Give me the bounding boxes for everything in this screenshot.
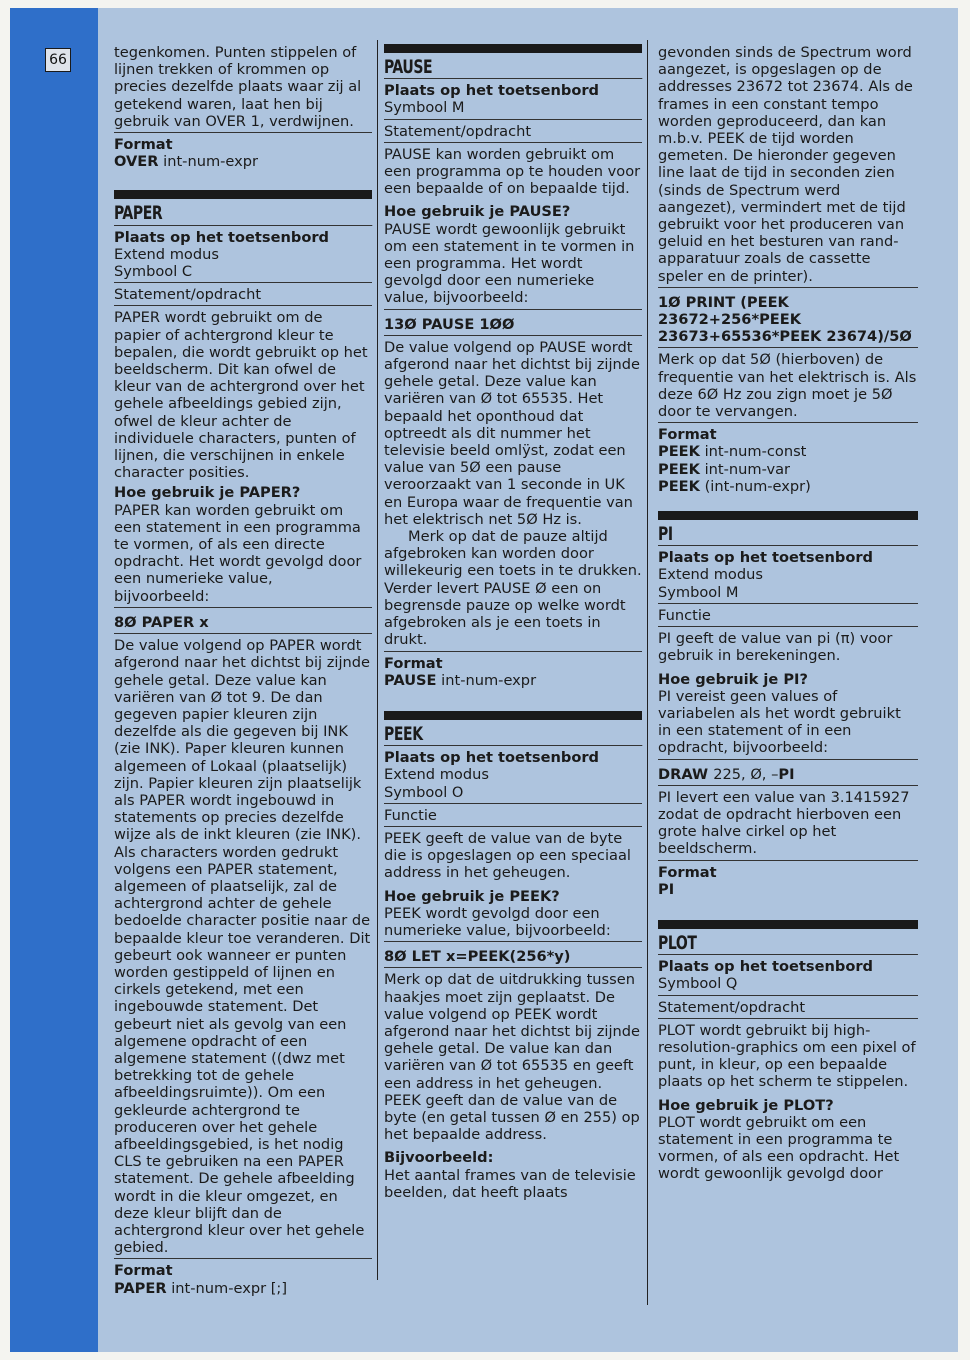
blue-margin bbox=[10, 8, 98, 1352]
peek-format-line bbox=[658, 443, 918, 460]
pi-keyboard-label: Plaats op het toetsenbord bbox=[658, 549, 874, 567]
paper-format bbox=[114, 1280, 372, 1297]
pi-description: PI geeft de value van pi (π) voor gebruik in berekeningen. bbox=[658, 630, 893, 665]
column-2 bbox=[384, 44, 642, 1201]
peek-format-arg: int-num-const bbox=[704, 443, 807, 461]
peek-format-line bbox=[658, 478, 918, 495]
peek-how-text: PEEK wordt gevolgd door een numerieke value, bijvoorbeeld: bbox=[384, 905, 642, 942]
peek-example-label: Bijvoorbeeld: bbox=[384, 1149, 494, 1167]
over-format-keyword: OVER bbox=[114, 153, 159, 171]
pause-format bbox=[384, 672, 642, 689]
pi-keyboard-line: Symbool M bbox=[658, 584, 918, 604]
plot-description: PLOT wordt gebruikt bij high-resolution-graphics om een pixel of punt, in kleur, op een bepaalde plaats op het scherm te stippelen. bbox=[658, 1021, 916, 1091]
peek-example-code: 8Ø LET x=PEEK(256*y) bbox=[384, 945, 642, 968]
peek-format-line bbox=[658, 461, 918, 478]
pause-keyboard-label: Plaats op het toetsenbord bbox=[384, 82, 600, 100]
pi-how-text: PI vereist geen values of variabelen als het wordt gebruikt in een statement of in een opdracht, bijvoorbeeld: bbox=[658, 688, 918, 760]
column-1 bbox=[114, 44, 372, 1297]
peek-heading: PEEK bbox=[384, 726, 642, 746]
pause-body: De value volgend op PAUSE wordt afgerond naar het dichtst bij zijnde gehele getal. Deze value kan variëren van Ø tot 65535. Het bepaald het oponthoud dat optreedt als dit nummer het televisie beeld omlÿst, zodat een value van 5Ø een pause veroorzaakt van 1 seconde in UK en Europa waar de frequentie van het elektrisch net 5Ø Hz is. bbox=[384, 338, 640, 528]
peek-note: Merk op dat 5Ø (hierboven) de frequentie van het elektrisch is. Als deze 6Ø Hz zou zign moet je 5Ø door te vervangen. bbox=[658, 351, 918, 423]
peek-format-arg: (int-num-expr) bbox=[704, 477, 811, 495]
pause-format-arg: int-num-expr bbox=[441, 671, 537, 689]
plot-how-text: PLOT wordt gebruikt om een statement in een programma te vormen, of als een opdracht. Het wordt gewoonlijk gevolgd door bbox=[658, 1113, 900, 1183]
peek-format-keyword: PEEK bbox=[658, 477, 700, 495]
pi-keyboard-line: Extend modus bbox=[658, 566, 763, 584]
peek-type: Functie bbox=[384, 807, 642, 827]
pause-description: PAUSE kan worden gebruikt om een programma op te houden voor een bepaalde of on bepaalde tijd. bbox=[384, 145, 641, 198]
paper-how-label: Hoe gebruik je PAPER? bbox=[114, 484, 301, 502]
plot-keyboard-line: Symbool Q bbox=[658, 975, 918, 995]
section-bar bbox=[658, 511, 918, 520]
pi-example-keyword: DRAW bbox=[658, 765, 709, 783]
over-continuation: tegenkomen. Punten stippelen of lijnen trekken of krommen op precies dezelfde plaats waar zij al getekend waren, laat hen bij gebruik van OVER 1, verdwijnen. bbox=[114, 44, 372, 133]
pause-how-label: Hoe gebruik je PAUSE? bbox=[384, 203, 571, 221]
peek-how-label: Hoe gebruik je PEEK? bbox=[384, 887, 560, 905]
paper-description: PAPER wordt gebruikt om de papier of achtergrond kleur te bepalen, die wordt gebruikt op het beeldscherm. Dit kan ofwel de kleur van de achtergrond over het gehele afbeeldings gebied zijn, ofwel de kleur achter de individuele characters, punten of lijnen, die verschijnen in enkele character posities. bbox=[114, 309, 368, 482]
peek-example-text: Het aantal frames van de televisie beelden, dat heeft plaats bbox=[384, 1166, 636, 1201]
pi-how-label: Hoe gebruik je PI? bbox=[658, 670, 808, 688]
paper-body: De value volgend op PAPER wordt afgerond naar het dichtst bij zijnde gehele getal. Deze value kan variëren van Ø tot 9. De dan gegeven papier kleuren zijn dezelfde als die gegeven bij INK (zie INK). Paper kleuren kunnen algemeen of Lokaal (plaatselijk) zijn. Papier kleuren zijn plaatselijk als PAPER wordt ingebouwd in statements op precies dezelfde wijze als de inkt kleuren (zie INK). Als characters worden gedrukt volgens een PAPER statement, algemeen of plaatselijk, zal de achtergrond achter de gehele bedoelde character positie naar de bepaalde kleur toe veranderen. Dit gebeurt ook wanneer er punten worden gestippeld of lijnen en cirkels getekend, met een ingebouwde statement. Det gebeurt niet als gevolg van een algemene opdracht of een algemene statement ((dwz met betrekking tot de gehele afbeeldingsruimte)). Om een gekleurde achtergrond te produceren over het gehele afbeeldingsgebied, is het nodig CLS te gebruiken na een PAPER statement. De gehele afbeelding wordt in die kleur omgezet, en deze kleur blijft dan de achtergrond kleur over het gehele gebied. bbox=[114, 637, 372, 1259]
peek-keyboard-line: Symbool O bbox=[384, 784, 642, 804]
pause-example-code: 13Ø PAUSE 1ØØ bbox=[384, 313, 642, 336]
peek-format-arg: int-num-var bbox=[704, 460, 791, 478]
pi-type: Functie bbox=[658, 607, 918, 627]
pi-example-args: 225, Ø, – bbox=[713, 765, 779, 783]
paper-heading: PAPER bbox=[114, 205, 372, 225]
peek-body: Merk op dat de uitdrukking tussen haakjes moet zijn geplaatst. De value volgend op PEEK wordt afgerond naar het dichtst bij zijnde gehele getal. De value kan dan variëren van Ø tot 65535 en geeft een address in het geheugen. PEEK geeft dan de value van de byte (en getal tussen Ø en 255) op het bepaalde address. bbox=[384, 971, 640, 1144]
plot-heading: PLOT bbox=[658, 935, 918, 955]
pi-example-code bbox=[658, 763, 918, 786]
plot-type: Statement/opdracht bbox=[658, 999, 918, 1019]
pi-heading: PI bbox=[658, 526, 918, 546]
section-bar bbox=[658, 920, 918, 929]
content-area bbox=[98, 8, 958, 1352]
peek-continuation: gevonden sinds de Spectrum word aangezet, is opgeslagen op de addresses 23672 tot 23674. Als de frames in een constant tempo worden geproduceerd, dan kan m.b.v. PEEK de tijd worden gemeten. De hieronder gegeven line laat de tijd in seconden zien (sinds de Spectrum werd aangezet), vermindert met de tijd gebruikt voor het produceren van geluid en het besturen van rand-apparatuur zoals de cassette speler en de printer). bbox=[658, 44, 918, 288]
pause-body-note: Merk op dat de pauze altijd afgebroken kan worden door willekeurig een toets in te drukken. Verder levert PAUSE Ø een on begrensde pauze op welke wordt afgebroken als je een toets in drukt. bbox=[384, 528, 642, 651]
peek-format-label: Format bbox=[658, 426, 717, 444]
peek-format-keyword: PEEK bbox=[658, 443, 700, 461]
over-format-arg: int-num-expr bbox=[163, 153, 259, 171]
pause-keyboard-line: Symbool M bbox=[384, 99, 642, 119]
plot-how-label: Hoe gebruik je PLOT? bbox=[658, 1096, 834, 1114]
pi-format-label: Format bbox=[658, 863, 717, 881]
peek-print-code: 1Ø PRINT (PEEK 23672+256*PEEK 23673+65536*PEEK 23674)/5Ø bbox=[658, 291, 918, 349]
pause-type: Statement/opdracht bbox=[384, 123, 642, 143]
pause-format-label: Format bbox=[384, 654, 443, 672]
over-format bbox=[114, 153, 372, 170]
paper-how-text: PAPER kan worden gebruikt om een statement in een programma te vormen, of als een directe opdracht. Het wordt gevolgd door een numerieke value, bijvoorbeeld: bbox=[114, 502, 372, 608]
plot-keyboard-label: Plaats op het toetsenbord bbox=[658, 958, 874, 976]
pi-format-keyword: PI bbox=[658, 880, 675, 898]
page-number: 66 bbox=[45, 48, 71, 72]
column-3 bbox=[658, 44, 918, 1183]
paper-example-code: 8Ø PAPER x bbox=[114, 611, 372, 634]
pi-example-keyword: PI bbox=[778, 765, 795, 783]
pause-format-keyword: PAUSE bbox=[384, 671, 437, 689]
paper-format-label: Format bbox=[114, 1262, 173, 1280]
pi-body: PI levert een value van 3.1415927 zodat de opdracht hierboven een grote halve cirkel op het beeldscherm. bbox=[658, 789, 918, 861]
over-format-label: Format bbox=[114, 136, 173, 154]
section-bar bbox=[114, 190, 372, 199]
paper-keyboard-line: Extend modus bbox=[114, 245, 219, 263]
section-bar bbox=[384, 44, 642, 53]
peek-description: PEEK geeft de value van de byte die is opgeslagen op een speciaal address in het geheugen. bbox=[384, 829, 631, 882]
paper-keyboard-label: Plaats op het toetsenbord bbox=[114, 228, 330, 246]
pause-how-text: PAUSE wordt gewoonlijk gebruikt om een statement in te vormen in een programma. Het wordt gevolgd door een numerieke value, bijvoorbeeld: bbox=[384, 221, 642, 310]
section-bar bbox=[384, 711, 642, 720]
peek-keyboard-line: Extend modus bbox=[384, 766, 489, 784]
paper-format-keyword: PAPER bbox=[114, 1279, 167, 1297]
pause-heading: PAUSE bbox=[384, 59, 642, 79]
paper-type: Statement/opdracht bbox=[114, 286, 372, 306]
peek-keyboard-label: Plaats op het toetsenbord bbox=[384, 749, 600, 767]
paper-keyboard-line: Symbool C bbox=[114, 263, 372, 283]
pi-format bbox=[658, 881, 918, 898]
peek-format-keyword: PEEK bbox=[658, 460, 700, 478]
paper-format-arg: int-num-expr [;] bbox=[171, 1279, 288, 1297]
